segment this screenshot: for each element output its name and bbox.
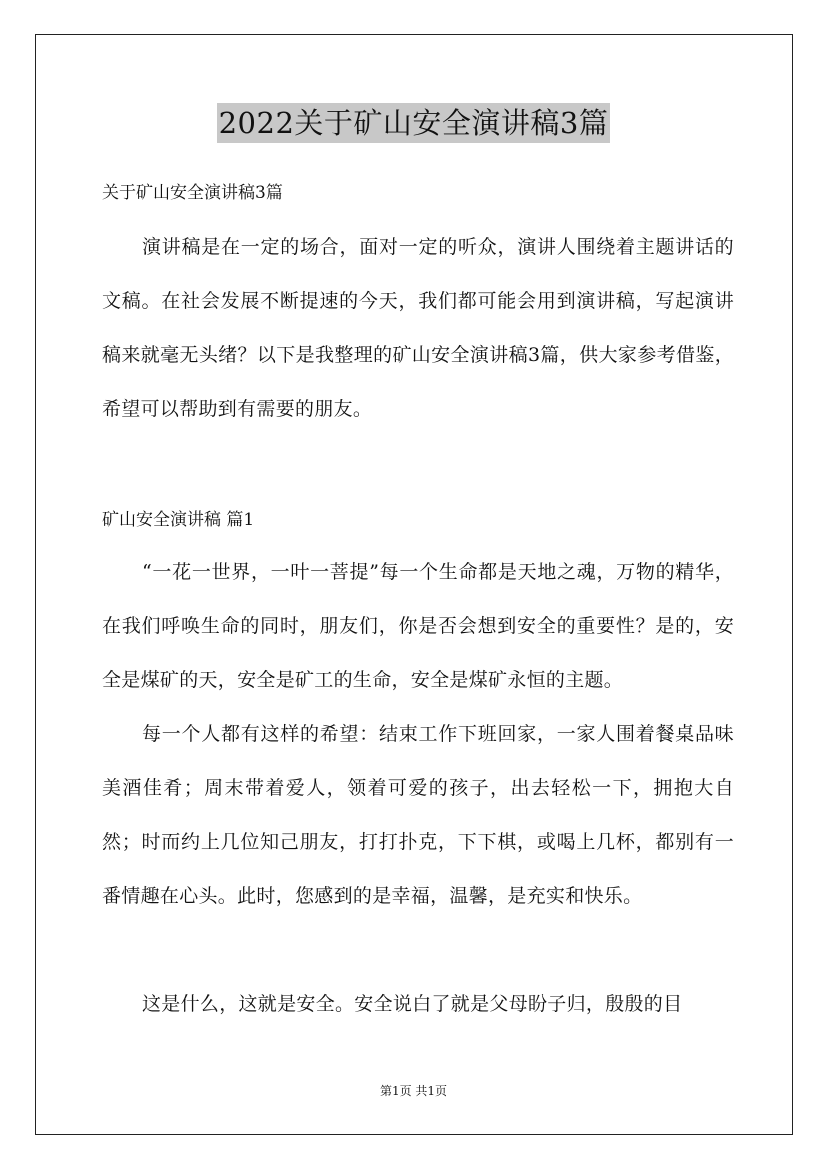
body-paragraph: 这是什么，这就是安全。安全说白了就是父母盼子归，殷殷的目 — [142, 993, 683, 1015]
title-container — [0, 103, 827, 143]
document-subtitle: 关于矿山安全演讲稿3篇 — [102, 183, 283, 203]
page-footer: 第1页 共1页 — [379, 1084, 448, 1098]
body-paragraph: 每一个人都有这样的希望：结束工作下班回家，一家人围着餐桌品味美酒佳肴；周末带着爱人，领着可爱的孩子，出去轻松一下，拥抱大自然；时而约上几位知己朋友，打打扑克，下下棋，或喝上几杯，都别有一番情趣在心头。此时，您感到的是幸福，温馨，是充实和快乐。 — [102, 723, 734, 907]
body-paragraph: “一花一世界，一叶一菩提”每一个生命都是天地之魂，万物的精华，在我们呼唤生命的同时，朋友们，你是否会想到安全的重要性？是的，安全是煤矿的天，安全是矿工的生命，安全是煤矿永恒的主题。 — [102, 561, 734, 691]
section-heading: 矿山安全演讲稿 篇1 — [102, 510, 255, 530]
intro-paragraph: 演讲稿是在一定的场合，面对一定的听众，演讲人围绕着主题讲话的文稿。在社会发展不断提速的今天，我们都可能会用到演讲稿，写起演讲稿来就毫无头绪？以下是我整理的矿山安全演讲稿3篇，供大家参考借鉴，希望可以帮助到有需要的朋友。 — [102, 236, 734, 420]
document-title: 2022关于矿山安全演讲稿3篇 — [217, 103, 611, 143]
